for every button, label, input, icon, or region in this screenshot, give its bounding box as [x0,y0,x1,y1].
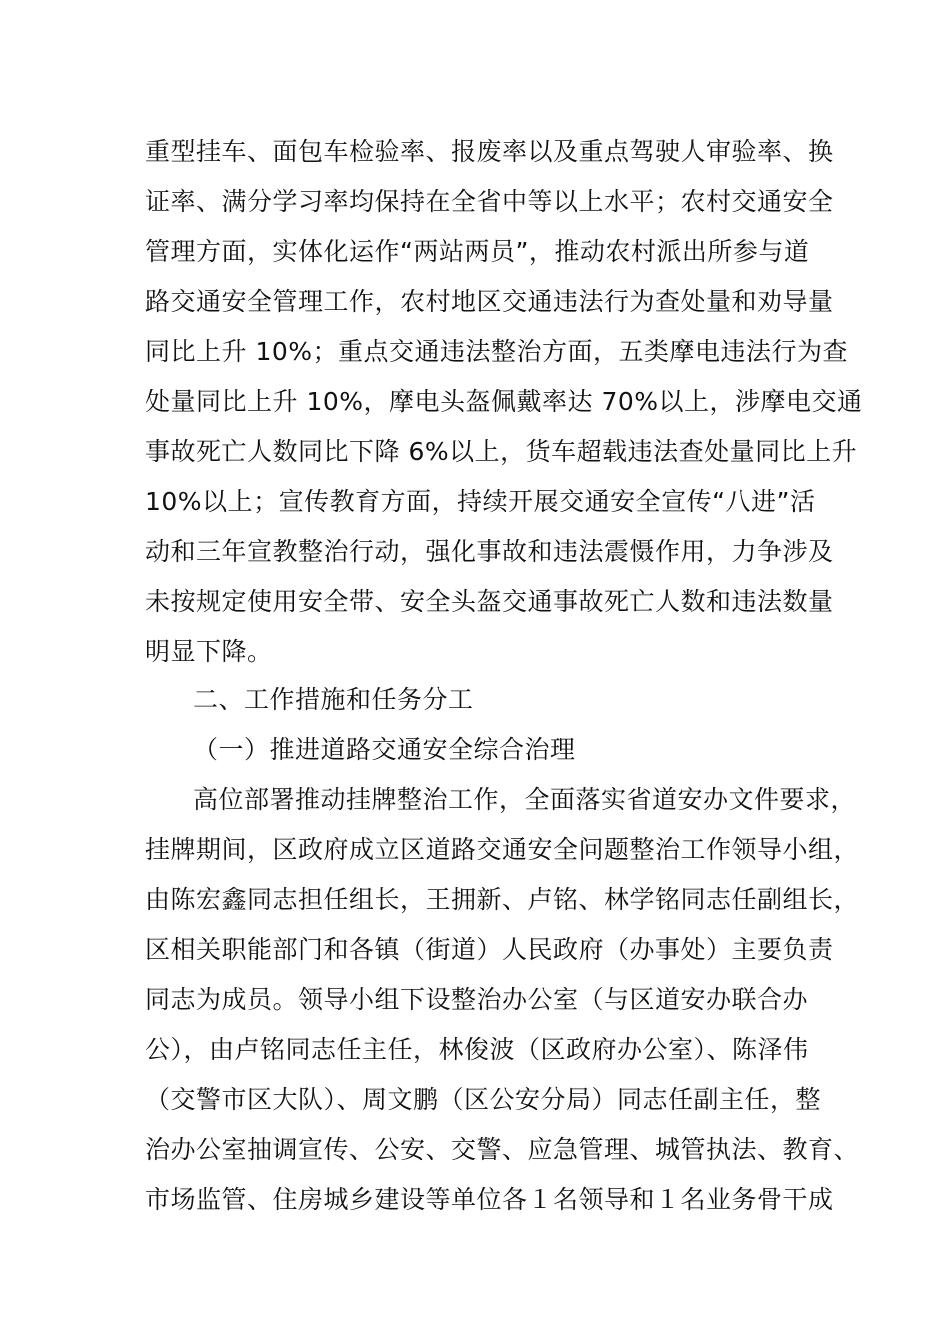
body-text-line: 区相关职能部门和各镇（街道）人民政府（办事处）主要负责 [145,935,834,964]
body-text-line: 同志为成员。领导小组下设整治办公室（与区道安办联合办 [145,985,809,1014]
body-text-line: 重型挂车、面包车检验率、报废率以及重点驾驶人审验率、换 [145,137,834,166]
body-text-line: 公），由卢铭同志任主任，林俊波（区政府办公室）、陈泽伟 [145,1035,809,1064]
subsection-heading: （一）推进道路交通安全综合治理 [193,735,576,764]
body-text-line: 同比上升 10%；重点交通违法整治方面，五类摩电违法行为查 [145,337,849,366]
body-text-line: 治办公室抽调宣传、公安、交警、应急管理、城管执法、教育、 [145,1135,860,1164]
body-text-line: 证率、满分学习率均保持在全省中等以上水平；农村交通安全 [145,187,834,216]
body-text-line: 明显下降。 [145,637,273,666]
body-text-line: 管理方面，实体化运作“两站两员”，推动农村派出所参与道 [145,237,810,266]
section-heading: 二、工作措施和任务分工 [193,685,474,714]
body-text-line: 处量同比上升 10%，摩电头盔佩戴率达 70%以上，涉摩电交通 [145,387,863,416]
body-text-line: 挂牌期间，区政府成立区道路交通安全问题整治工作领导小组， [145,835,860,864]
body-text-line: 市场监管、住房城乡建设等单位各１名领导和１名业务骨干成 [145,1185,834,1214]
body-text-line: 10%以上；宣传教育方面，持续开展交通安全宣传“八进”活 [145,487,816,516]
body-text-line: （交警市区大队）、周文鹏（区公安分局）同志任副主任，整 [145,1085,822,1114]
body-text-line: 由陈宏鑫同志担任组长，王拥新、卢铭、林学铭同志任副组长， [145,885,860,914]
body-text-line: 事故死亡人数同比下降 6%以上，货车超载违法查处量同比上升 [145,437,858,466]
paragraph-first-line: 高位部署推动挂牌整治工作，全面落实省道安办文件要求， [193,785,857,814]
body-text-line: 动和三年宣教整治行动，强化事故和违法震慑作用，力争涉及 [145,537,834,566]
body-text-line: 路交通安全管理工作，农村地区交通违法行为查处量和劝导量 [145,287,834,316]
body-text-line: 未按规定使用安全带、安全头盔交通事故死亡人数和违法数量 [145,587,834,616]
